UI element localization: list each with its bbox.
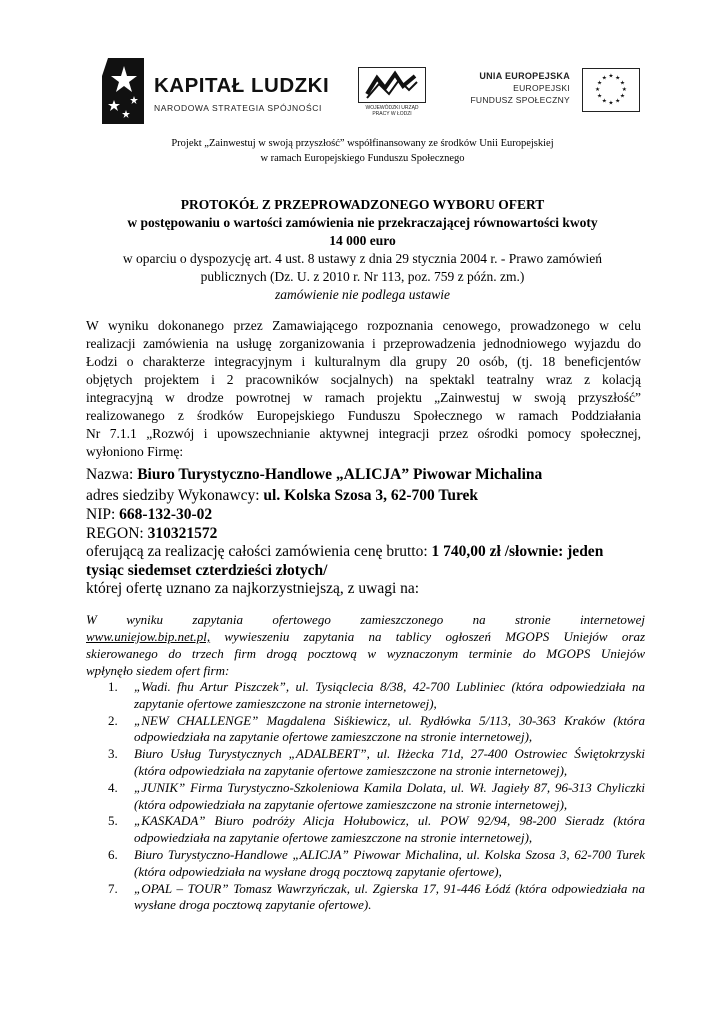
svg-text:★: ★ [596, 80, 603, 87]
winner-nip-label: NIP: [86, 506, 120, 523]
list-item [94, 746, 645, 780]
list-item-number: 1. [108, 679, 118, 694]
svg-text:★: ★ [615, 98, 621, 105]
svg-text:★: ★ [619, 80, 626, 87]
list-item-number: 2. [108, 712, 118, 728]
svg-text:★: ★ [621, 86, 627, 93]
document-title: PROTOKÓŁ Z PRZEPROWADZONEGO WYBORU OFERT [180, 197, 545, 212]
title-procedure: w postępowaniu o wartości zamówienia nie przekraczającej równowartości kwoty [127, 215, 598, 230]
title-amount: 14 000 euro [329, 233, 396, 248]
winner-price-value: 1 740,00 zł /słownie: jeden [431, 543, 604, 560]
eu-text [470, 70, 570, 106]
list-item-text: „Wadi. fhu Artur Piszczek”, ul. Tysiąclecia 8/38, 42-700 Lubliniec (która odpowiedziała na zapytanie ofertowe zamieszczone na stronie internetowej), [134, 679, 645, 711]
winner-price-label: oferującą za realizację całości zamówienia cenę brutto: [86, 543, 432, 560]
list-item [94, 813, 645, 847]
intro-line-6: realizowanego z środków Europejskiego Funduszu Społecznego w ramach Poddziałania [86, 408, 641, 423]
svg-text:★: ★ [596, 93, 603, 100]
reason-line-1: W wyniku zapytania ofertowego zamieszczonego na stronie internetowej [86, 612, 645, 627]
winner-name-label: Nazwa: [86, 466, 138, 483]
header-logos [0, 50, 725, 130]
title-legal-basis-cont: publicznych (Dz. U. z 2010 r. Nr 113, poz. 759 z późn. zm.) [200, 269, 525, 284]
list-item-text: „JUNIK” Firma Turystyczno-Szkoleniowa Kamila Dolata, ul. Wł. Jagieły 87, 96-313 Chyliczki (która odpowiedziała na zapytanie ofertowe zamieszczone na stronie internetowej), [134, 779, 645, 812]
svg-text:★: ★ [608, 100, 614, 107]
kapital-ludzki-tagline: NARODOWA STRATEGIA SPÓJNOŚCI [154, 103, 322, 113]
winner-nip-row [86, 506, 212, 524]
winner-price-words-value: tysiąc siedemset czterdzieści złotych/ [86, 562, 328, 579]
list-item [94, 847, 645, 881]
reason-line-2 [86, 629, 645, 646]
list-item [94, 679, 645, 713]
wup-logo [358, 67, 426, 125]
list-item [94, 713, 645, 747]
intro-line-5: integracyjną w drodze powrotnej w ramach projektu „Zainwestuj w swoją przyszłość” [86, 390, 641, 405]
title-legal-basis: w oparciu o dyspozycję art. 4 ust. 8 ustawy z dnia 29 stycznia 2004 r. - Prawo zamówień [122, 251, 603, 266]
winner-address-label: adres siedziby Wykonawcy: [86, 487, 264, 504]
wup-label: WOJEWÓDZKI URZĄD PRACY W ŁODZI [365, 105, 419, 117]
eu-logo [470, 68, 640, 126]
list-item [94, 881, 645, 915]
intro-line-8: wyłoniono Firmę: [86, 444, 184, 459]
list-item [94, 780, 645, 814]
intro-line-1: W wyniku dokonanego przez Zamawiającego rozpoznania cenowego, prowadzonego w celu [86, 318, 641, 333]
bip-link[interactable]: www.uniejow.bip.net.pl, [86, 629, 211, 644]
winner-closing: której ofertę uznano za najkorzystniejszą, z uwagi na: [86, 580, 420, 597]
list-item-number: 4. [108, 779, 118, 795]
winner-regon-label: REGON: [86, 525, 148, 542]
title-note: zamówienie nie podlega ustawie [274, 287, 451, 302]
winner-regon-value: 310321572 [147, 525, 218, 542]
eu-line-3: FUNDUSZ SPOŁECZNY [470, 95, 570, 105]
winner-price-words [86, 562, 327, 580]
winner-nip-value: 668-132-30-02 [119, 506, 213, 523]
svg-text:★: ★ [615, 75, 621, 82]
project-note-line-2: w ramach Europejskiego Funduszu Społecznego [260, 153, 465, 164]
winner-regon-row [86, 525, 217, 543]
eu-line-1: UNIA EUROPEJSKA [479, 71, 570, 81]
list-item-text: „NEW CHALLENGE” Magdalena Siśkiewicz, ul. Rydłówka 5/113, 30-363 Kraków (która odpowiedziała na zapytanie ofertowe zamieszczone na stronie internetowej), [134, 712, 645, 745]
offers-list [94, 679, 645, 914]
svg-text:★: ★ [601, 98, 607, 105]
svg-text:★: ★ [619, 93, 626, 100]
winner-price-row [86, 543, 603, 561]
winner-name-value: Biuro Turystyczno-Handlowe „ALICJA” Piwowar Michalina [137, 466, 543, 483]
svg-text:★: ★ [601, 75, 607, 82]
intro-line-4: objętych projektem i 2 pracowników socjalnych) na spektakl teatralny wraz z kolacją [86, 372, 641, 387]
intro-line-2: realizacji zamówienia na usługę zorganizowania i przeprowadzenia jednodniowego wyjazdu do [86, 336, 641, 351]
svg-text:★: ★ [595, 86, 601, 93]
list-item-number: 6. [108, 846, 118, 862]
list-item-number: 3. [108, 746, 118, 762]
list-item-text: „KASKADA” Biuro podróży Alicja Hołubowicz, ul. POW 92/94, 98-200 Sieradz (która odpowiedziała na zapytanie ofertowe zamieszczone na stronie internetowej), [134, 813, 645, 846]
kapital-ludzki-logo [100, 56, 350, 126]
list-item-text: Biuro Usług Turystycznych „ADALBERT”, ul. Iłżecka 71d, 27-400 Ostrowiec Świętokrzyski (która odpowiedziała na zapytanie ofertowe zamieszczone na stronie internetowej), [134, 746, 645, 778]
kapital-ludzki-name: KAPITAŁ LUDZKI [154, 74, 330, 97]
reason-line-2-rest: wywieszeniu zapytania na tablicy ogłoszeń MGOPS Uniejów oraz [210, 629, 645, 644]
list-item-text: Biuro Turystyczno-Handlowe „ALICJA” Piwowar Michalina, ul. Kolska Szosa 3, 62-700 Turek (która odpowiedziała na wysłane drogą pocztową zapytanie ofertowe), [134, 846, 645, 879]
svg-text:★: ★ [608, 73, 614, 80]
eu-flag-icon [582, 68, 640, 112]
winner-address-row [86, 487, 478, 505]
reason-line-4: wpłynęło siedem ofert firm: [86, 663, 230, 678]
intro-line-3: Łodzi o charakterze integracyjnym i kulturalnym dla grupy 20 osób, (tj. 18 beneficjentów [86, 354, 641, 369]
winner-name-row [86, 466, 542, 484]
eu-line-2: EUROPEJSKI [513, 83, 570, 93]
list-item-number: 5. [108, 813, 118, 829]
winner-address-value: ul. Kolska Szosa 3, 62-700 Turek [263, 487, 479, 504]
intro-line-7: Nr 7.1.1 „Rozwój i upowszechnianie aktywnej integracji przez ośrodki pomocy społecznej, [86, 426, 641, 441]
list-item-text: „OPAL – TOUR” Tomasz Wawrzyńczak, ul. Zgierska 17, 91-446 Łódź (która odpowiedziała na wysłane droga pocztową zapytanie ofertowe). [134, 880, 645, 913]
project-note-line-1: Projekt „Zainwestuj w swoją przyszłość” współfinansowany ze środków Unii Europejskiej [171, 138, 554, 149]
reason-line-3: skierowanego do trzech firm drogą pocztową w wyznaczonym terminie do MGOPS Uniejów [86, 646, 645, 661]
list-item-number: 7. [108, 880, 118, 896]
star-mark-icon [100, 56, 146, 126]
arrows-logo-icon [358, 67, 426, 103]
